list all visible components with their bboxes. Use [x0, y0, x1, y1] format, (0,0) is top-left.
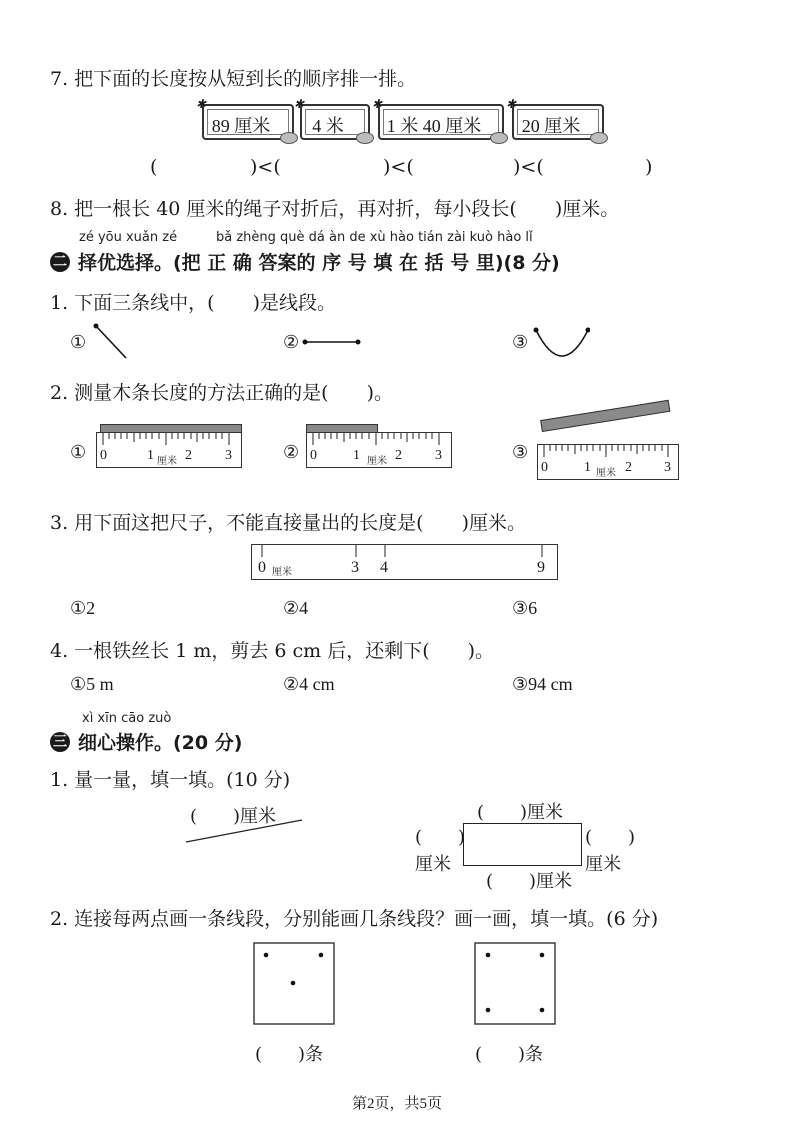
- dot: [264, 953, 269, 958]
- curve-figure: [534, 328, 591, 357]
- ruler-label-2: 2: [625, 460, 632, 475]
- ruler-ticks: [252, 545, 557, 559]
- line-count-answer-left: ( )条: [255, 1044, 324, 1065]
- section2-title: 择优选择。(把 正 确 答案的 序 号 填 在 括 号 里)(8 分): [78, 252, 560, 274]
- section2-pinyin-b: bǎ zhèng què dá àn de xù hào tián zài kuò hào lǐ: [216, 230, 533, 245]
- order-paren-close: ): [645, 156, 653, 178]
- dot: [540, 953, 545, 958]
- ruler-label-3: 3: [351, 559, 359, 576]
- ruler-label-0: 0: [258, 559, 266, 576]
- ruler-label-1: 1: [147, 448, 154, 463]
- line-length-answer: ( )厘米: [190, 806, 277, 827]
- star-icon: ✱: [372, 97, 383, 111]
- dot: [486, 953, 491, 958]
- length-tag-label: 4 米: [312, 116, 344, 136]
- option-b: ②4 cm: [283, 674, 335, 694]
- measure-rectangle: [463, 823, 582, 866]
- rect-right-paren: ( ): [585, 827, 636, 848]
- option-b: ②4: [283, 598, 309, 618]
- dot: [291, 981, 296, 986]
- stone-icon: [490, 132, 508, 144]
- option-a: ①5 m: [70, 674, 114, 694]
- option-a: ①2: [70, 598, 96, 618]
- four-dots-box: [474, 942, 556, 1026]
- ruler-label-0: 0: [100, 448, 107, 463]
- ruler-label-9: 9: [537, 559, 545, 576]
- rect-top-answer: ( )厘米: [477, 802, 564, 823]
- broken-ruler: [251, 544, 558, 580]
- section-number-icon: 三: [50, 732, 70, 752]
- section3-title: 细心操作。(20 分): [78, 732, 243, 754]
- stone-icon: [356, 132, 374, 144]
- ruler-ticks: [538, 445, 678, 459]
- ruler-label-0: 0: [310, 448, 317, 463]
- page-number: 第2页，共5页: [352, 1096, 443, 1112]
- length-tag-1: [196, 97, 294, 140]
- dot: [319, 953, 324, 958]
- ruler-label-2: 2: [185, 448, 192, 463]
- rect-left-paren: ( ): [415, 827, 466, 848]
- rect-right-unit: 厘米: [585, 854, 621, 875]
- ruler-label-1: 1: [584, 460, 591, 475]
- length-tag-3: [372, 97, 504, 140]
- s2q3-text: 3. 用下面这把尺子，不能直接量出的长度是( )厘米。: [50, 512, 526, 534]
- rect-left-unit: 厘米: [415, 854, 451, 875]
- star-icon: ✱: [196, 97, 207, 111]
- section-number-icon: 二: [50, 252, 70, 272]
- rect-bottom-answer: ( )厘米: [486, 871, 573, 892]
- ray-figure: [94, 324, 127, 359]
- option-c: ③94 cm: [512, 674, 573, 694]
- order-separator: )<(: [250, 156, 281, 178]
- ruler-unit: 厘米: [157, 456, 177, 467]
- ruler-label-4: 4: [380, 559, 388, 576]
- option-marker: ③: [512, 442, 529, 463]
- ruler-unit: 厘米: [596, 468, 616, 479]
- stone-icon: [590, 132, 608, 144]
- ruler: [306, 432, 452, 468]
- ruler-unit: 厘米: [367, 456, 387, 467]
- ruler-ticks: [97, 433, 241, 447]
- s2q2-text: 2. 测量木条长度的方法正确的是( )。: [50, 382, 393, 404]
- measure-line: [184, 818, 306, 846]
- option-marker: ③: [512, 332, 529, 353]
- option-marker: ②: [283, 442, 300, 463]
- s2q4-text: 4. 一根铁丝长 1 m，剪去 6 cm 后，还剩下( )。: [50, 640, 495, 662]
- line-figures: [90, 322, 590, 366]
- dot: [540, 1008, 545, 1013]
- option-c: ③6: [512, 598, 538, 618]
- length-tag-label: 1 米 40 厘米: [386, 116, 482, 136]
- ruler-ticks: [307, 433, 451, 447]
- star-icon: ✱: [294, 97, 305, 111]
- q8-text: 8. 把一根长 40 厘米的绳子对折后，再对折，每小段长( )厘米。: [50, 198, 620, 220]
- length-tag-label: 20 厘米: [521, 116, 581, 136]
- q7-text: 7. 把下面的长度按从短到长的顺序排一排。: [50, 68, 417, 90]
- ruler-unit: 厘米: [272, 567, 292, 578]
- three-dots-box: [253, 942, 335, 1026]
- ruler-label-1: 1: [353, 448, 360, 463]
- section2-pinyin-a: zé yōu xuǎn zé: [79, 230, 178, 245]
- ruler: [537, 444, 679, 480]
- stone-icon: [280, 132, 298, 144]
- order-paren-open: (: [150, 156, 158, 178]
- dot: [486, 1008, 491, 1013]
- option-marker: ①: [70, 332, 87, 353]
- ruler-label-3: 3: [664, 460, 671, 475]
- s3q2-text: 2. 连接每两点画一条线段，分别能画几条线段？画一画，填一填。(6 分): [50, 908, 659, 930]
- line-count-answer-right: ( )条: [475, 1044, 544, 1065]
- segment-figure: [303, 340, 361, 345]
- length-tag-label: 89 厘米: [211, 116, 271, 136]
- ruler-label-0: 0: [541, 460, 548, 475]
- order-separator: )<(: [513, 156, 544, 178]
- ruler: [96, 432, 242, 468]
- ruler-label-2: 2: [395, 448, 402, 463]
- option-marker: ①: [70, 442, 87, 463]
- ruler-label-3: 3: [225, 448, 232, 463]
- length-tag-2: [294, 97, 370, 140]
- ruler-label-3: 3: [435, 448, 442, 463]
- wood-strip-tilted: [540, 400, 670, 432]
- star-icon: ✱: [506, 97, 517, 111]
- length-tag-4: [506, 97, 604, 140]
- s2q1-text: 1. 下面三条线中，( )是线段。: [50, 292, 336, 314]
- order-separator: )<(: [383, 156, 414, 178]
- section3-pinyin: xì xīn cāo zuò: [82, 711, 172, 726]
- s3q1-text: 1. 量一量，填一填。(10 分): [50, 769, 291, 791]
- option-marker: ②: [283, 332, 300, 353]
